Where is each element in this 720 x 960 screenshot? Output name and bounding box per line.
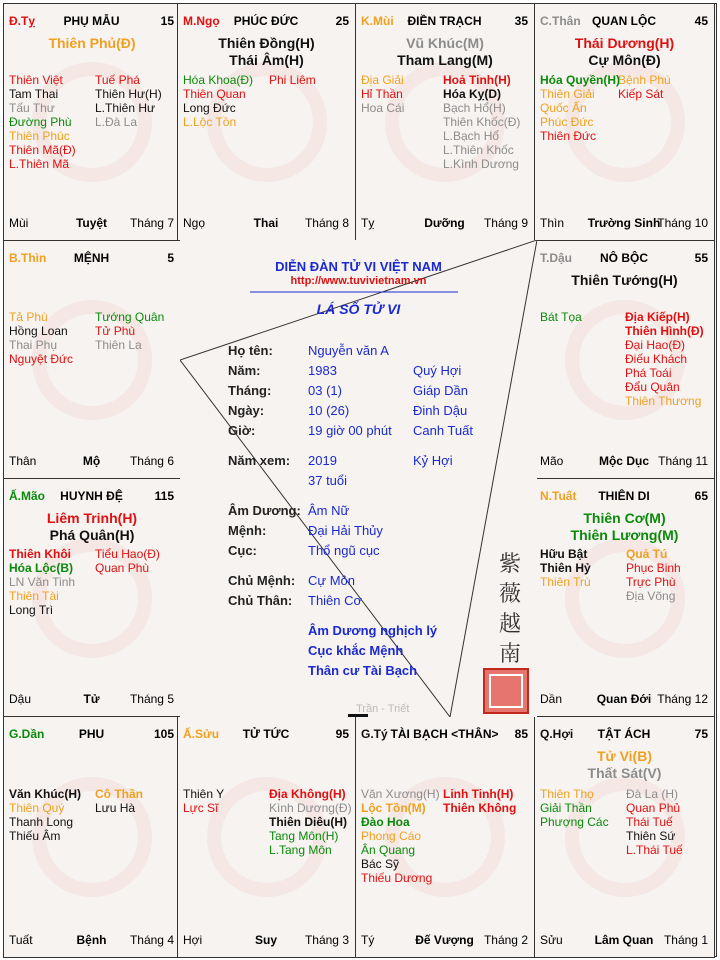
palace-cell[interactable] <box>534 478 715 717</box>
minor-star: L.Lộc Tồn <box>183 115 237 129</box>
palace-name: PHỤ MẪU <box>63 14 120 28</box>
trang-sinh-stage: Suy <box>254 933 277 947</box>
cell-footer <box>9 692 174 706</box>
minor-stars-left <box>540 310 582 324</box>
minor-star: Văn Xương(H) <box>361 787 440 801</box>
cell-header <box>361 727 528 743</box>
minor-stars-left <box>361 73 404 115</box>
minor-stars-right <box>618 73 671 101</box>
minor-star: Thiên Diêu(H) <box>269 815 347 829</box>
cell-footer <box>9 454 174 468</box>
minor-star: Thiên Không <box>443 801 517 815</box>
minor-star: Địa Giải <box>361 73 404 87</box>
center-info-panel <box>180 240 537 717</box>
minor-stars-left <box>9 73 76 171</box>
main-star: Thiên Tướng(H) <box>571 272 678 288</box>
minor-star: LN Văn Tinh <box>9 575 76 589</box>
info-value-can-chi: Giáp Dần <box>413 383 468 398</box>
minor-star: Đào Hoa <box>361 815 410 829</box>
info-value: Nguyễn văn A <box>308 343 389 358</box>
minor-stars-right <box>443 787 516 815</box>
info-label: Giờ: <box>228 423 256 438</box>
branch-label: Tuất <box>9 933 33 947</box>
minor-star: Hỉ Thần <box>361 87 403 101</box>
minor-star: Hoa Cái <box>361 101 405 115</box>
month-label: Tháng 1 <box>663 933 708 947</box>
palace-cell[interactable] <box>177 716 356 958</box>
branch-label: Ngọ <box>183 216 206 230</box>
info-value: Thiên Cơ <box>308 593 363 608</box>
age-number: 35 <box>514 14 528 28</box>
minor-star: Thiên Trù <box>540 575 591 589</box>
age-number: 75 <box>694 727 708 741</box>
minor-star: Lưu Hà <box>95 801 136 815</box>
minor-star: Long Trì <box>9 603 54 617</box>
minor-star: Linh Tinh(H) <box>443 787 514 801</box>
palace-name: NÔ BỘC <box>600 251 648 265</box>
forum-title: DIỄN ĐÀN TỬ VI VIỆT NAM <box>275 259 442 274</box>
minor-star: Hóa Lộc(B) <box>9 561 73 575</box>
red-seal-stamp <box>483 668 529 714</box>
branch-label: Dậu <box>9 692 32 706</box>
info-label: Chủ Thân: <box>228 593 293 608</box>
palace-cell[interactable] <box>355 716 535 958</box>
analysis-note: Cục khắc Mệnh <box>308 643 404 658</box>
cell-header <box>9 14 174 30</box>
minor-star: Thiên Thọ <box>540 787 594 801</box>
analysis-note: Âm Dương nghịch lý <box>308 623 438 638</box>
branch-label: Thân <box>9 454 37 468</box>
month-label: Tháng 3 <box>304 933 349 947</box>
minor-star: Lực Sĩ <box>183 801 219 815</box>
trang-sinh-stage: Mộc Dục <box>598 454 649 468</box>
minor-star: Bát Tọa <box>540 310 582 324</box>
trang-sinh-stage: Dưỡng <box>424 216 465 230</box>
minor-stars-left <box>9 787 81 843</box>
trang-sinh-stage: Lâm Quan <box>594 933 654 947</box>
minor-star: Bạch Hổ(H) <box>443 101 506 115</box>
month-label: Tháng 10 <box>657 216 708 230</box>
minor-stars-right <box>443 73 520 171</box>
palace-cell[interactable] <box>3 478 181 717</box>
minor-star: Thiên Y <box>183 787 225 801</box>
can-chi-label: G.Tý <box>361 727 388 741</box>
minor-star: Quan Phủ <box>626 801 681 815</box>
info-label: Mệnh: <box>228 523 267 538</box>
main-star: Thiên Phủ(Đ) <box>48 35 136 51</box>
cell-footer <box>540 933 708 947</box>
minor-stars-right <box>269 73 316 87</box>
minor-star: Tiểu Hao(Đ) <box>95 547 160 561</box>
minor-stars-left <box>9 547 75 617</box>
minor-star: Thai Phụ <box>9 338 58 352</box>
info-value: 10 (26) <box>308 403 350 418</box>
can-chi-label: T.Dậu <box>540 251 573 265</box>
can-chi-label: Ấ.Mão <box>9 489 45 503</box>
minor-star: Thiên Mã(Đ) <box>9 143 76 157</box>
chart-title: LÁ SỐ TỬ VI <box>316 301 401 317</box>
can-chi-label: G.Dần <box>9 727 45 741</box>
palace-cell[interactable] <box>355 3 535 241</box>
forum-url[interactable]: http://www.tuvivietnam.vn <box>290 275 427 287</box>
info-value-can-chi: Kỷ Hợi <box>413 453 453 468</box>
info-label: Ngày: <box>228 403 265 418</box>
branch-label: Thìn <box>540 216 565 230</box>
can-chi-label: N.Tuất <box>540 489 577 503</box>
info-label: Họ tên: <box>228 343 273 358</box>
month-label: Tháng 8 <box>304 216 349 230</box>
trang-sinh-stage: Đế Vượng <box>415 933 474 947</box>
minor-star: Bệnh Phù <box>618 73 671 87</box>
minor-stars-right <box>95 310 164 352</box>
minor-star: Trực Phù <box>626 575 676 589</box>
kanji-char: 越 <box>498 612 521 637</box>
minor-star: Tam Thai <box>9 87 59 101</box>
minor-star: Thiên Quan <box>183 87 246 101</box>
main-star: Thái Âm(H) <box>229 52 304 68</box>
age-number: 15 <box>160 14 174 28</box>
main-star: Phá Quân(H) <box>49 527 135 543</box>
main-star: Thiên Đồng(H) <box>218 35 315 51</box>
minor-star: Thiên Giải <box>540 87 595 101</box>
minor-star: Hữu Bật <box>540 547 588 561</box>
trang-sinh-stage: Bệnh <box>76 933 107 947</box>
cell-header <box>9 251 174 267</box>
month-label: Tháng 11 <box>658 454 708 468</box>
cell-footer <box>361 216 528 230</box>
trang-sinh-stage: Trường Sinh <box>587 216 661 230</box>
minor-stars-right <box>95 787 143 815</box>
palace-cell[interactable] <box>534 3 715 241</box>
minor-star: Phong Cáo <box>361 829 422 843</box>
info-value-can-chi: Canh Tuất <box>413 423 473 438</box>
minor-star: Ân Quang <box>361 843 416 857</box>
minor-star: Bác Sỹ <box>361 857 400 871</box>
main-star: Tử Vi(B) <box>597 748 652 764</box>
info-label: Năm: <box>228 363 261 378</box>
minor-star: Hoả Tinh(H) <box>443 73 511 87</box>
minor-stars-right <box>626 787 683 857</box>
minor-stars-left <box>183 787 224 815</box>
can-chi-label: M.Ngọ <box>183 14 220 28</box>
age-number: 65 <box>694 489 708 503</box>
minor-star: Văn Khúc(H) <box>9 787 81 801</box>
kanji-char: 紫 <box>498 552 521 577</box>
minor-stars-left <box>361 787 440 885</box>
minor-stars-left <box>540 547 591 589</box>
month-label: Tháng 9 <box>483 216 528 230</box>
branch-label: Dần <box>540 692 563 706</box>
minor-star: Địa Kiếp(H) <box>625 310 690 324</box>
minor-star: Quốc Ấn <box>540 101 587 115</box>
minor-star: Kiếp Sát <box>618 87 664 101</box>
cell-footer <box>361 933 528 947</box>
palace-cell[interactable] <box>3 240 181 479</box>
minor-star: Đại Hao(Đ) <box>625 338 686 352</box>
palace-name: TẬT ÁCH <box>597 727 651 741</box>
minor-star: Phá Toái <box>625 366 672 380</box>
chinese-characters <box>498 550 522 670</box>
can-chi-label: K.Mùi <box>361 14 394 28</box>
info-value: 03 (1) <box>308 383 342 398</box>
branch-label: Mùi <box>9 216 29 230</box>
cell-header <box>9 727 174 743</box>
minor-star: Nguyệt Đức <box>9 352 74 366</box>
cell-footer <box>540 692 708 706</box>
info-label: Tháng: <box>228 383 272 398</box>
signature: Trần - Triết <box>356 703 410 715</box>
minor-star: Tấu Thư <box>9 101 55 115</box>
minor-stars-right <box>625 310 704 408</box>
minor-star: Thiên Việt <box>9 73 63 87</box>
age-number: 55 <box>694 251 708 265</box>
palace-name: THIÊN DI <box>598 489 650 503</box>
cell-header <box>540 489 708 505</box>
minor-star: L.Kình Dương <box>443 157 519 171</box>
cell-footer <box>183 933 349 947</box>
minor-star: L.Bạch Hổ <box>443 129 500 143</box>
month-label: Tháng 4 <box>129 933 174 947</box>
trang-sinh-stage: Tử <box>83 692 100 706</box>
minor-star: Thiên Quý <box>9 801 65 815</box>
minor-stars-right <box>95 73 162 129</box>
palace-name: HUYNH ĐỆ <box>60 489 123 503</box>
cell-footer <box>183 216 349 230</box>
minor-star: Thiên La <box>95 338 142 352</box>
minor-star: Tướng Quân <box>95 310 165 324</box>
minor-star: Kình Dương(Đ) <box>269 801 352 815</box>
info-label: Năm xem: <box>228 453 291 468</box>
minor-star: Hóa Khoa(Đ) <box>183 73 254 87</box>
minor-star: Tuế Phá <box>95 73 140 87</box>
minor-star: L.Tang Môn <box>269 843 332 857</box>
minor-star: Tả Phù <box>9 310 48 324</box>
analysis-note: Thân cư Tài Bạch <box>308 663 418 678</box>
minor-star: Quan Phù <box>95 561 150 575</box>
main-star: Cự Môn(Đ) <box>588 52 661 68</box>
main-star: Thất Sát(V) <box>587 765 662 781</box>
trang-sinh-stage: Mộ <box>82 454 101 468</box>
info-value: Thổ ngũ cục <box>308 543 380 558</box>
age-number: 95 <box>335 727 349 741</box>
cell-header <box>183 14 349 30</box>
month-label: Tháng 2 <box>483 933 528 947</box>
palace-name: PHÚC ĐỨC <box>233 14 299 28</box>
age-number: 25 <box>335 14 349 28</box>
trang-sinh-stage: Quan Đới <box>596 692 652 706</box>
age-number: 115 <box>154 489 174 503</box>
minor-star: Hóa Quyền(H) <box>540 73 621 87</box>
palace-name: TỬ TỨC <box>242 727 290 741</box>
can-chi-label: Đ.Tỵ <box>9 14 36 28</box>
cell-header <box>540 727 708 743</box>
branch-label: Sửu <box>540 933 563 947</box>
info-value: 37 tuổi <box>308 473 348 488</box>
month-label: Tháng 7 <box>129 216 174 230</box>
minor-star: Phục Binh <box>626 561 681 575</box>
palace-name: MỆNH <box>73 251 110 265</box>
info-label: Chủ Mệnh: <box>228 573 296 588</box>
main-star: Vũ Khúc(M) <box>406 35 484 51</box>
minor-star: Giải Thần <box>540 801 592 815</box>
minor-star: Thiên Thương <box>625 394 702 408</box>
minor-star: L.Thái Tuế <box>626 843 683 857</box>
kanji-char: 薇 <box>498 582 521 607</box>
can-chi-label: B.Thìn <box>9 251 47 265</box>
can-chi-label: C.Thân <box>540 14 581 28</box>
minor-star: Đà La (H) <box>626 787 679 801</box>
minor-star: Lộc Tồn(M) <box>361 801 426 815</box>
palace-name: QUAN LỘC <box>592 14 656 28</box>
palace-name: TÀI BẠCH <THÂN> <box>390 727 499 741</box>
main-star: Thiên Cơ(M) <box>583 510 666 526</box>
cell-header <box>9 489 174 505</box>
minor-star: Địa Không(H) <box>269 787 346 801</box>
minor-star: Long Đức <box>183 101 236 115</box>
age-number: 105 <box>153 727 174 741</box>
month-label: Tháng 5 <box>129 692 174 706</box>
palace-name: ĐIỀN TRẠCH <box>407 14 482 28</box>
info-label: Cục: <box>228 543 257 558</box>
age-number: 85 <box>514 727 528 741</box>
trang-sinh-stage: Thai <box>253 216 279 230</box>
palace-cell[interactable] <box>3 3 181 241</box>
main-star: Tham Lang(M) <box>397 52 493 68</box>
age-number: 45 <box>694 14 708 28</box>
minor-star: Thiên Đức <box>540 129 597 143</box>
info-value: 2019 <box>308 453 337 468</box>
cell-footer <box>540 454 708 468</box>
minor-stars-left <box>183 73 253 129</box>
month-label: Tháng 12 <box>657 692 708 706</box>
minor-star: Thiên Sứ <box>626 829 676 843</box>
age-number: 5 <box>167 251 174 265</box>
info-value: Cự Môn <box>308 573 355 588</box>
branch-label: Tý <box>361 933 375 947</box>
cell-header <box>540 251 708 267</box>
minor-star: Thái Tuế <box>626 815 673 829</box>
main-star: Thiên Lương(M) <box>570 527 679 543</box>
minor-star: Thiên Phúc <box>9 129 70 143</box>
minor-star: Thiên Khốc(Đ) <box>443 115 521 129</box>
minor-stars-left <box>540 73 620 143</box>
minor-star: Thiếu Âm <box>9 829 61 843</box>
cell-header <box>361 14 528 30</box>
minor-stars-right <box>95 547 160 575</box>
info-value: 19 giờ 00 phút <box>308 423 392 438</box>
minor-star: Địa Võng <box>626 589 676 603</box>
kanji-char: 南 <box>498 642 521 667</box>
minor-star: Quả Tú <box>626 547 668 561</box>
minor-star: Thiếu Dương <box>361 871 433 885</box>
minor-star: Phi Liêm <box>269 73 316 87</box>
minor-star: Hồng Loan <box>9 324 68 338</box>
minor-star: L.Thiên Khốc <box>443 143 514 157</box>
palace-name: PHU <box>78 727 105 741</box>
cell-footer <box>9 933 174 947</box>
minor-stars-right <box>269 787 352 857</box>
minor-stars-left <box>9 310 73 366</box>
minor-star: Đường Phù <box>9 115 72 129</box>
branch-label: Hợi <box>183 933 203 947</box>
cell-header <box>540 14 708 30</box>
minor-star: Điếu Khách <box>625 352 688 366</box>
info-label: Âm Dương: <box>228 503 301 518</box>
minor-star: Hóa Kỵ(D) <box>443 87 502 101</box>
palace-cell[interactable] <box>534 716 715 958</box>
minor-star: L.Thiên Hư <box>95 101 156 115</box>
minor-star: Thiên Khôi <box>9 547 71 561</box>
minor-star: L.Đà La <box>95 115 138 129</box>
minor-star: Phượng Các <box>540 815 609 829</box>
can-chi-label: Q.Hợi <box>540 727 574 741</box>
month-label: Tháng 6 <box>129 454 174 468</box>
minor-star: Tử Phù <box>95 324 136 338</box>
cell-footer <box>540 216 708 230</box>
minor-stars-left <box>540 787 609 829</box>
info-value-can-chi: Đinh Dậu <box>413 403 468 418</box>
minor-star: Cô Thần <box>95 787 143 801</box>
branch-label: Mão <box>540 454 564 468</box>
palace-cell[interactable] <box>534 240 715 479</box>
minor-star: Thiên Hình(Đ) <box>625 324 704 338</box>
main-star: Thái Dương(H) <box>574 35 675 51</box>
palace-cell[interactable] <box>3 716 181 958</box>
minor-star: Đẩu Quân <box>625 380 680 394</box>
minor-star: Thiên Tài <box>9 589 59 603</box>
palace-cell[interactable] <box>177 3 356 241</box>
minor-star: Thiên Hư(H) <box>95 87 162 101</box>
main-star: Liêm Trinh(H) <box>46 510 138 526</box>
info-value: 1983 <box>308 363 337 378</box>
minor-star: Phúc Đức <box>540 115 594 129</box>
minor-star: L.Thiên Mã <box>9 157 70 171</box>
minor-star: Thanh Long <box>9 815 74 829</box>
minor-star: Tang Môn(H) <box>269 829 339 843</box>
minor-stars-right <box>626 547 681 603</box>
minor-star: Thiên Hỷ <box>540 561 591 575</box>
branch-label: Tỵ <box>361 216 375 230</box>
cell-header <box>183 727 349 743</box>
trang-sinh-stage: Tuyệt <box>75 216 108 230</box>
cell-footer <box>9 216 174 230</box>
info-value-can-chi: Quý Hợi <box>413 363 462 378</box>
can-chi-label: Ấ.Sửu <box>183 727 220 741</box>
info-value: Âm Nữ <box>308 503 350 518</box>
info-value: Đại Hải Thủy <box>308 523 383 538</box>
